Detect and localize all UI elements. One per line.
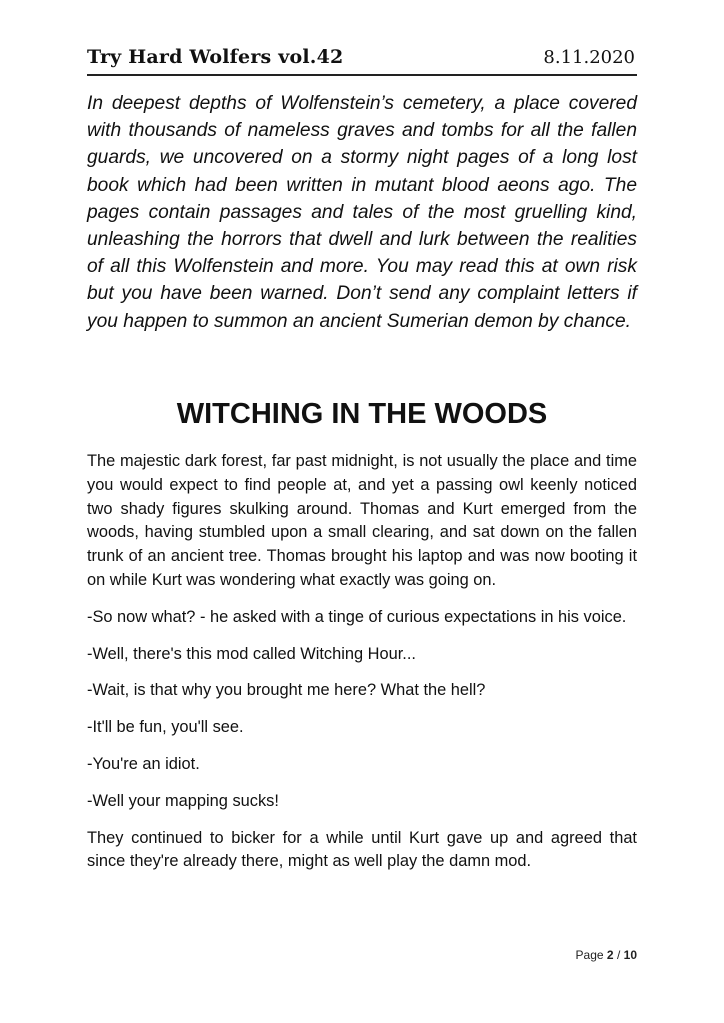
magazine-title: Try Hard Wolfers vol.42 [87, 46, 344, 68]
article-title: WITCHING IN THE WOODS [176, 398, 548, 430]
issue-date: 8.11.2020 [543, 47, 635, 68]
dialogue-line: -So now what? - he asked with a tinge of curious expectations in his voice. [87, 607, 627, 626]
story-paragraph: They continued to bicker for a while until Kurt gave up and agreed that since they're already there, might as well play the damn mod. [87, 828, 637, 871]
dialogue-line: -Well your mapping sucks! [87, 791, 279, 810]
page-number [576, 948, 637, 962]
dialogue-line: -Wait, is that why you brought me here? What the hell? [87, 681, 486, 700]
page-separator: / [616, 948, 621, 962]
dialogue-line: -Well, there's this mod called Witching Hour... [87, 644, 416, 663]
story-paragraph: The majestic dark forest, far past midnight, is not usually the place and time you would expect to find people at, and yet a passing owl keenly noticed two shady figures skulking around. Thomas and Kurt emerged from the woods, having stumbled upon a small clearing, and sat down on the fallen trunk of an ancient tree. Thomas brought his laptop and was now booting it on while Kurt was wondering what exactly was going on. [87, 452, 637, 589]
page-header [87, 44, 637, 76]
page-label: Page [575, 948, 604, 962]
dialogue-line: -It'll be fun, you'll see. [87, 718, 244, 737]
article-body [87, 450, 637, 887]
intro-paragraph: In deepest depths of Wolfenstein’s cemetery, a place covered with thousands of nameless graves and tombs for all the fallen guards, we uncovered on a stormy night pages of a long lost book which had been written in mutant blood aeons ago. The pages contain passages and tales of the most gruelling kind, unleashing the horrors that dwell and lurk between the realities of all this Wolfenstein and more. You may read this at own risk but you have been warned. Don’t send any complaint letters if you happen to summon an ancient Sumerian demon by chance. [87, 93, 637, 332]
total-pages: 10 [623, 948, 637, 962]
current-page: 2 [606, 948, 614, 962]
dialogue-line: -You're an idiot. [87, 754, 200, 773]
